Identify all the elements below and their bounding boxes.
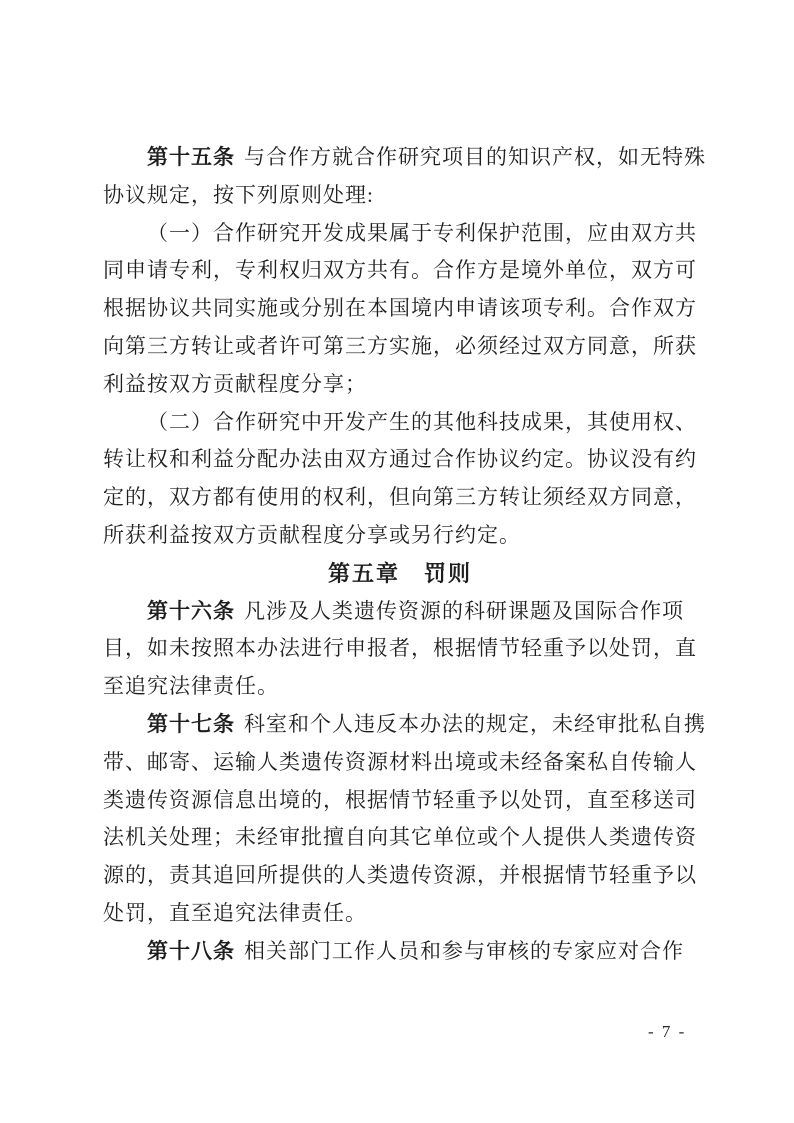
line-text: 科室和个人违反本办法的规定，未经审批私自携 [244,711,706,736]
line-text: 与合作方就合作研究项目的知识产权，如无特殊 [244,145,706,169]
line-text: 类遗传资源信息出境的，根据情节轻重予以处罚，直至移送司 [103,787,697,812]
line-text: 利益按双方贡献程度分享； [103,371,367,396]
line-text: 同申请专利，专利权归双方共有。合作方是境外单位，双方可 [103,258,697,283]
document-line [103,290,697,328]
document-line [103,177,697,215]
document-line [103,630,697,668]
chapter-heading [103,555,697,593]
line-text: （一）合作研究开发成果属于专利保护范围，应由双方共 [147,220,697,245]
line-text: 带、邮寄、运输人类遗传资源材料出境或未经备案私自传输人 [103,749,697,774]
document-line [103,782,697,820]
document-line [103,252,697,290]
document-line [103,441,697,479]
line-text: 至追究法律责任。 [103,674,279,699]
document-line [103,668,697,706]
line-text: 所获利益按双方贡献程度分享或另行约定。 [103,522,521,547]
article-number: 第十六条 [147,599,235,623]
document-line [103,933,697,971]
line-text: 源的，责其追回所提供的人类遗传资源，并根据情节轻重予以 [103,863,697,888]
line-text: 凡涉及人类遗传资源的科研课题及国际合作项 [244,598,684,623]
line-text: 向第三方转让或者许可第三方实施，必须经过双方同意，所获 [103,333,697,358]
document-text-block [103,139,706,971]
line-text: 处罚，直至追究法律责任。 [103,900,367,925]
document-line [103,479,697,517]
document-line [103,139,706,177]
document-line [103,895,697,933]
page-number: - 7 - [648,1022,687,1041]
document-line [103,744,697,782]
document-line [103,366,697,404]
line-text: 根据协议共同实施或分别在本国境内申请该项专利。合作双方 [103,296,697,321]
document-line [103,819,697,857]
article-number: 第十五条 [147,146,235,169]
line-text: （二）合作研究中开发产生的其他科技成果，其使用权、 [147,409,697,434]
article-number: 第十八条 [147,939,235,963]
document-line [103,517,697,555]
line-text: 协议规定，按下列原则处理: [103,182,374,207]
chapter-heading-text: 第五章 罚则 [327,560,472,586]
line-text: 法机关处理；未经审批擅自向其它单位或个人提供人类遗传资 [103,825,697,850]
article-number: 第十七条 [147,712,235,736]
line-text: 定的，双方都有使用的权利，但向第三方转让须经双方同意， [103,485,697,510]
line-text: 相关部门工作人员和参与审核的专家应对合作 [244,938,684,963]
line-text: 转让权和利益分配办法由双方通过合作协议约定。协议没有约 [103,447,697,472]
document-line [103,404,697,442]
line-text: 目，如未按照本办法进行申报者，根据情节轻重予以处罚，直 [103,636,697,661]
document-line [103,706,706,744]
document-line [103,593,697,631]
document-line [103,215,697,253]
document-line [103,328,697,366]
document-line [103,857,697,895]
